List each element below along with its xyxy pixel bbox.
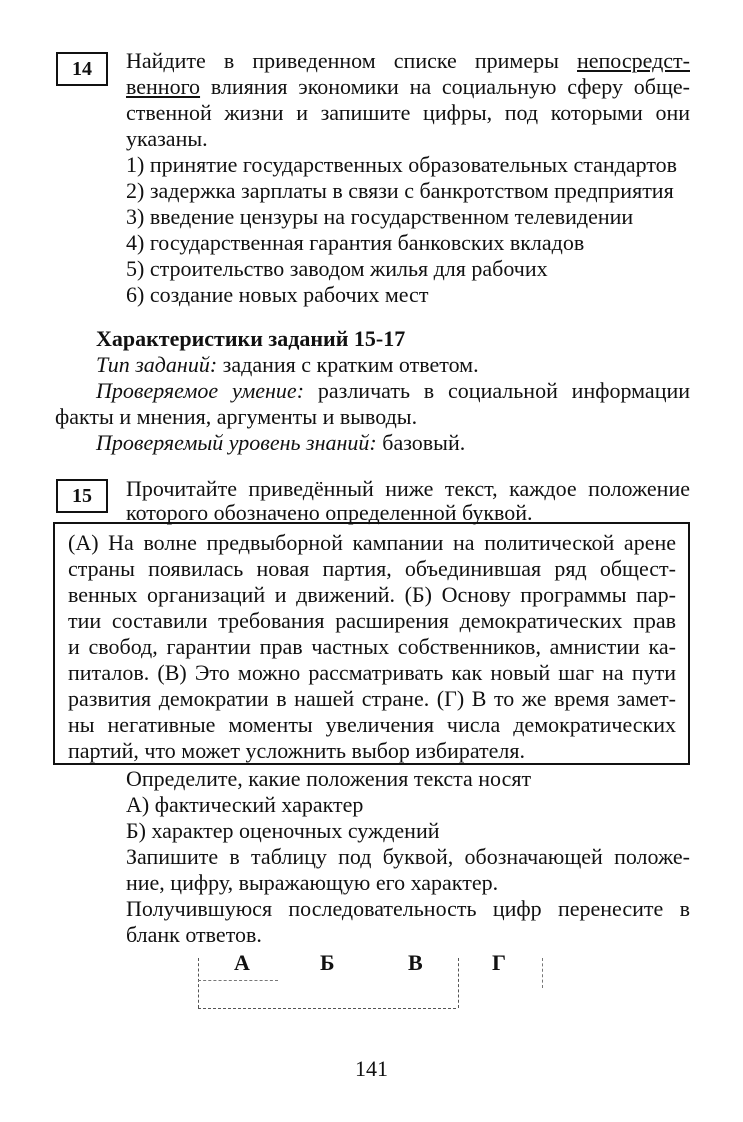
task-15-intro-1: Прочитайте приведённый ниже текст, каждое положение <box>126 476 690 501</box>
task-14-number <box>56 52 108 86</box>
task-14-option-1: 1) принятие государственных образовательных стандартов <box>126 152 678 177</box>
transfer-line-2: бланк ответов. <box>126 922 262 947</box>
task-14-option-3: 3) введение цензуры на государственном телевидении <box>126 204 634 229</box>
task-14-line-2 <box>126 74 690 100</box>
level-value: базовый. <box>376 430 466 455</box>
source-text-line-1: (А) На волне предвыборной кампании на политической арене <box>68 530 676 555</box>
header-g: Г <box>492 950 506 975</box>
source-text-line-7: развития демократии в нашей стране. (Г) В то же время замет- <box>68 686 676 711</box>
instruction-line-1: Запишите в таблицу под буквой, обозначающей положе- <box>126 844 690 869</box>
table-border-left <box>198 958 199 1008</box>
skill-line-1 <box>96 378 690 404</box>
header-v: В <box>408 950 423 975</box>
header-a: А <box>234 950 250 975</box>
type-line <box>96 352 479 378</box>
table-border-right <box>542 958 543 988</box>
underlined-word-part-2: венного <box>126 74 201 99</box>
header-b: Б <box>320 950 335 975</box>
transfer-line-1: Получившуюся последовательность цифр перенесите в <box>126 896 690 921</box>
source-text-line-3: венных организаций и движений. (Б) Основу программы пар- <box>68 582 676 607</box>
task-14-number-label: 14 <box>72 57 92 80</box>
task-15-number-label: 15 <box>72 484 92 507</box>
task-15-number <box>56 479 108 513</box>
page-number: 141 <box>355 1056 388 1081</box>
skill-label: Проверяемое умение: <box>96 378 305 403</box>
level-label: Проверяемый уровень знаний: <box>96 430 377 455</box>
task-14-line-4: указаны. <box>126 126 208 151</box>
table-border-bottom <box>198 1008 456 1009</box>
instruction-line-2: ние, цифру, выражающую его характер. <box>126 870 499 895</box>
characteristics-heading: Характеристики заданий 15-17 <box>96 326 406 351</box>
source-text-line-5: и свобод, гарантии прав частных собственников, амнистии ка- <box>68 634 676 659</box>
task-14-text: Найдите в приведенном списке примеры <box>126 48 577 73</box>
answer-option-b: Б) характер оценочных суждений <box>126 818 440 843</box>
task-14-text: влияния экономики на социальную сферу обще- <box>200 74 690 99</box>
source-text-line-9: партий, что может усложнить выбор избирателя. <box>68 738 526 763</box>
table-header-rule <box>198 980 278 981</box>
answer-option-a: А) фактический характер <box>126 792 364 817</box>
task-14-option-2: 2) задержка зарплаты в связи с банкротством предприятия <box>126 178 674 203</box>
underlined-word-part-1: непосредст- <box>577 48 690 73</box>
type-value: задания с кратким ответом. <box>217 352 479 377</box>
skill-line-2: факты и мнения, аргументы и выводы. <box>55 404 418 429</box>
source-text-line-8: ны негативные моменты увеличения числа демократических <box>68 712 676 737</box>
question-line: Определите, какие положения текста носят <box>126 766 532 791</box>
level-line <box>96 430 465 456</box>
task-14-line-1 <box>126 48 690 74</box>
task-14-option-4: 4) государственная гарантия банковских вкладов <box>126 230 585 255</box>
task-14-option-6: 6) создание новых рабочих мест <box>126 282 429 307</box>
task-14-line-3: ственной жизни и запишите цифры, под которыми они <box>126 100 690 125</box>
type-label: Тип заданий: <box>96 352 218 377</box>
skill-value: различать в социальной информации <box>304 378 691 403</box>
task-14-option-5: 5) строительство заводом жилья для рабочих <box>126 256 548 281</box>
source-text-line-6: питалов. (В) Это можно рассматривать как новый шаг на пути <box>68 660 676 685</box>
table-divider <box>458 958 459 1008</box>
source-text-line-2: страны появилась новая партия, объединившая ряд общест- <box>68 556 676 581</box>
answer-table <box>196 950 546 1010</box>
task-15-intro-2: которого обозначено определенной буквой. <box>126 500 533 525</box>
source-text-line-4: тии составили требования расширения демократических прав <box>68 608 676 633</box>
